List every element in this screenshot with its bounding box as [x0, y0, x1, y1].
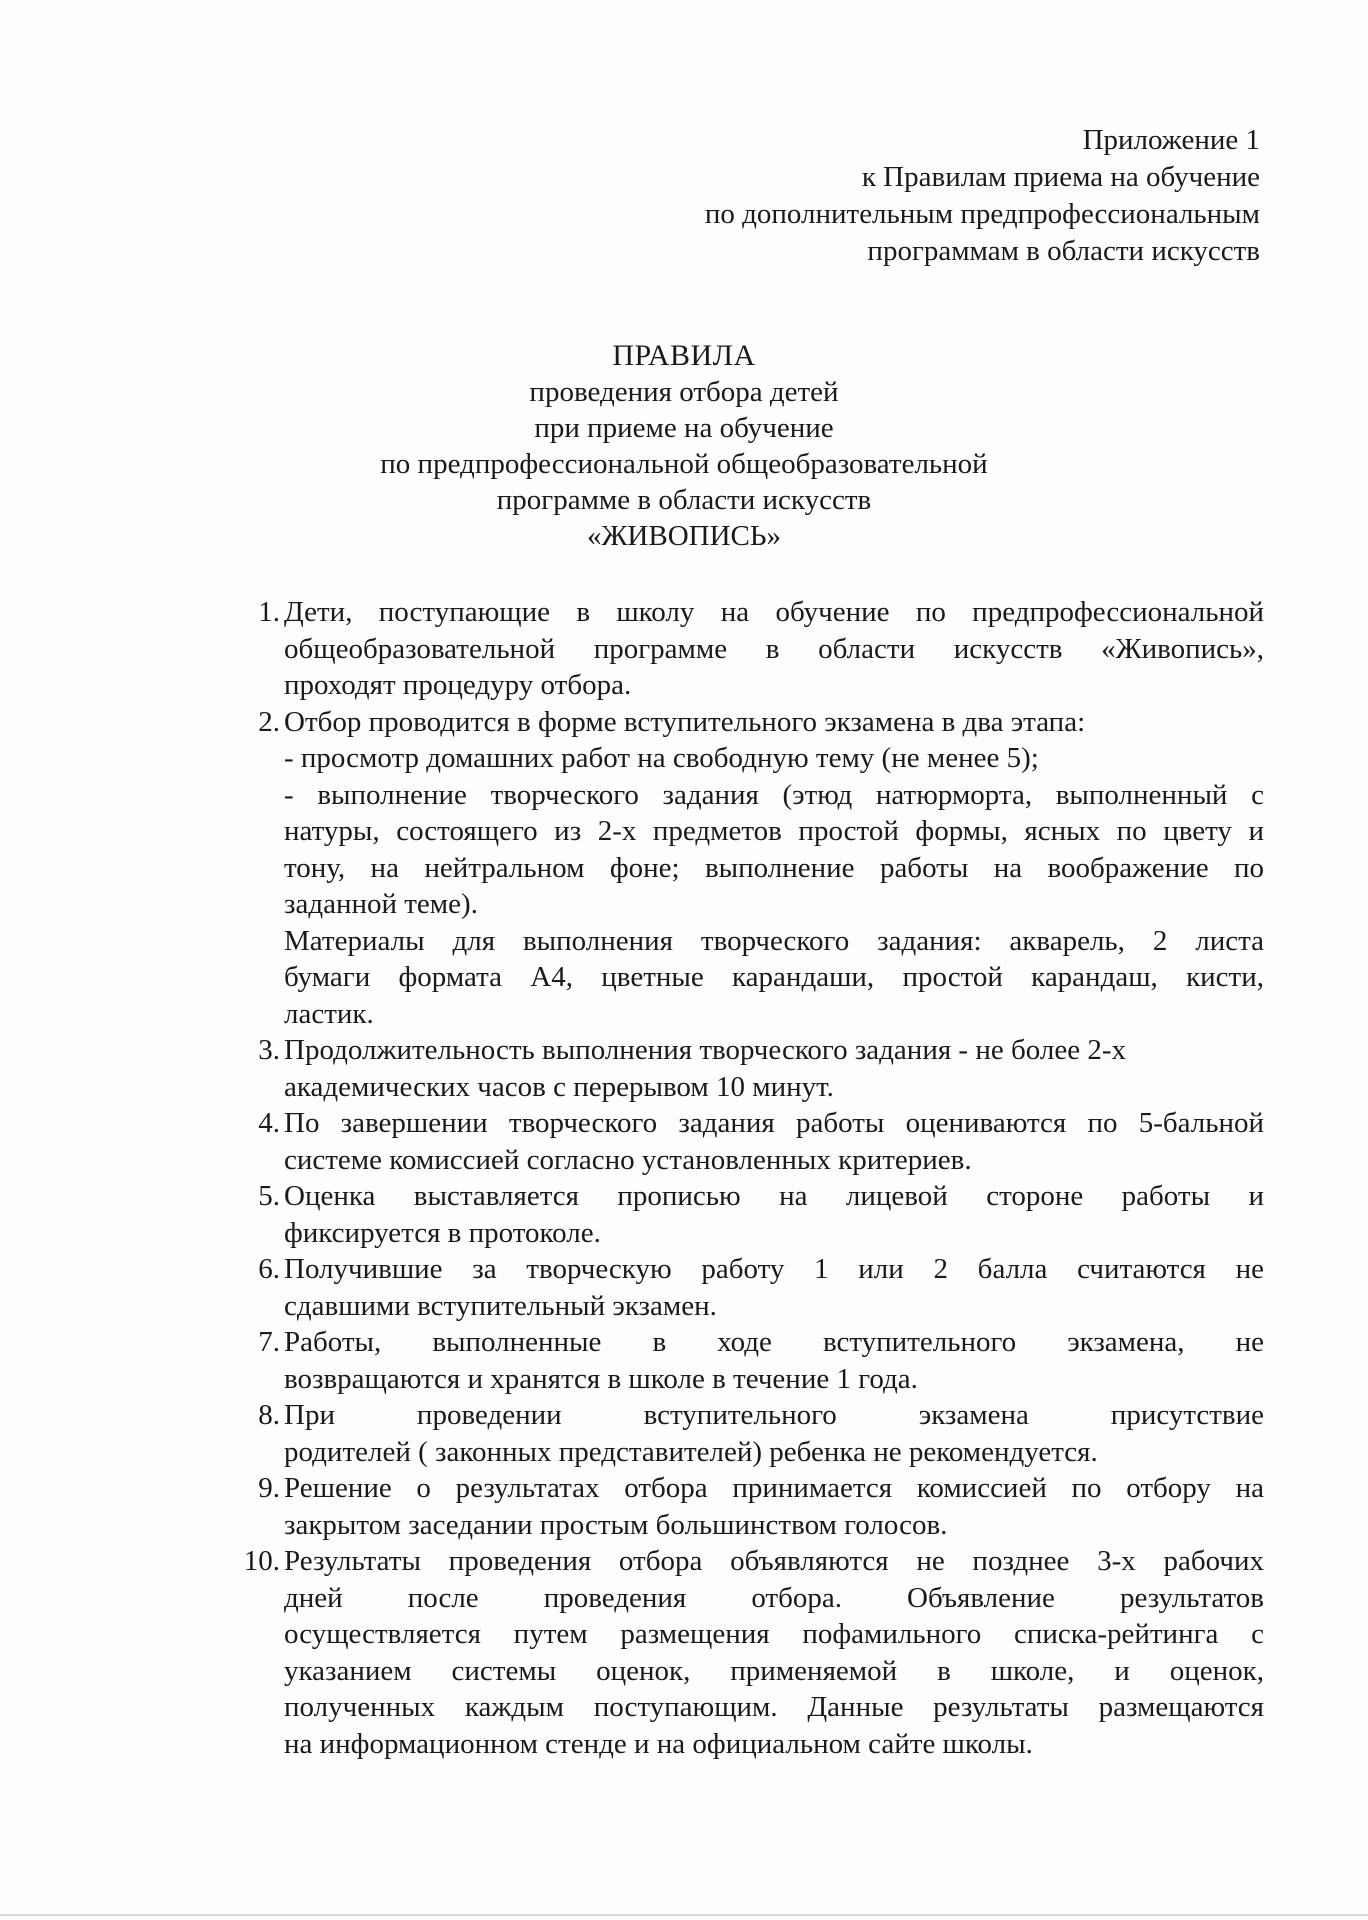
appendix-line: по дополнительным предпрофессиональным — [704, 198, 1260, 230]
rule-item — [258, 1105, 1264, 1178]
appendix-header — [705, 122, 1260, 270]
rule-text-line: родителей ( законных представителей) ребенка не рекомендуется. — [284, 1435, 1098, 1468]
rule-text-line: Продолжительность выполнения творческого задания - не более 2-х — [284, 1034, 1126, 1066]
rule-text-line: академических часов с перерывом 10 минут. — [284, 1070, 834, 1103]
title-line: программе в области искусств — [496, 484, 872, 516]
document-title — [0, 338, 1368, 554]
rule-number: 5. — [258, 1180, 280, 1212]
rule-text-line: сдавшими вступительный экзамен. — [284, 1289, 717, 1322]
rule-item — [258, 1397, 1264, 1470]
title-main: ПРАВИЛА — [612, 339, 756, 372]
rule-number: 2. — [258, 705, 280, 738]
rule-number: 6. — [258, 1253, 280, 1285]
rule-text-line: тону, на нейтральном фоне; выполнение работы на воображение по — [284, 851, 1264, 884]
rule-text-line: возвращаются и хранятся в школе в течение 1 года. — [284, 1362, 918, 1395]
rule-text-line: Решение о результатах отбора принимается комиссией по отбору на — [284, 1472, 1264, 1504]
rule-text-line: проходят процедуру отбора. — [284, 669, 632, 701]
rule-number: 4. — [258, 1107, 280, 1139]
rule-text-line: По завершении творческого задания работы оцениваются по 5-бальной — [284, 1107, 1264, 1139]
appendix-line: Приложение 1 — [1082, 124, 1260, 156]
rule-text-line: Оценка выставляется прописью на лицевой стороне работы и — [284, 1180, 1264, 1212]
rule-item — [258, 1470, 1264, 1543]
rule-text-line: дней после проведения отбора. Объявление результатов — [284, 1581, 1264, 1614]
rule-text-line: Работы, выполненные в ходе вступительного экзамена, не — [284, 1326, 1264, 1358]
rule-text-line: бумаги формата А4, цветные карандаши, простой карандаш, кисти, — [284, 961, 1264, 993]
rule-text-line: общеобразовательной программе в области искусств «Живопись», — [284, 632, 1264, 665]
rule-number: 10. — [243, 1545, 280, 1577]
rule-text-line: Материалы для выполнения творческого задания: акварель, 2 листа — [284, 924, 1264, 957]
rule-text-line: ластик. — [284, 997, 374, 1030]
rule-item — [258, 1251, 1264, 1324]
rule-text-line: натуры, состоящего из 2-х предметов простой формы, ясных по цвету и — [284, 815, 1264, 847]
appendix-line: программам в области искусств — [867, 235, 1260, 267]
rule-text-line: - просмотр домашних работ на свободную тему (не менее 5); — [284, 742, 1039, 774]
rule-text-line: на информационном стенде и на официальном сайте школы. — [284, 1727, 1033, 1760]
title-line: при приеме на обучение — [534, 412, 834, 444]
rule-item — [258, 1032, 1264, 1105]
rule-text-line: Отбор проводится в форме вступительного экзамена в два этапа: — [284, 705, 1086, 738]
rule-text-line: осуществляется путем размещения пофамильного списка-рейтинга с — [284, 1618, 1264, 1650]
rule-number: 1. — [258, 596, 280, 628]
rule-number: 7. — [258, 1326, 280, 1358]
rule-number: 3. — [258, 1034, 280, 1066]
rule-text-line: - выполнение творческого задания (этюд натюрморта, выполненный с — [284, 778, 1264, 811]
rule-item — [258, 704, 1264, 1033]
title-line: по предпрофессиональной общеобразовательной — [380, 448, 988, 480]
rule-text-line: фиксируется в протоколе. — [284, 1216, 601, 1249]
rule-text-line: полученных каждым поступающим. Данные результаты размещаются — [284, 1691, 1264, 1723]
rule-text-line: Дети, поступающие в школу на обучение по предпрофессиональной — [284, 596, 1264, 628]
rule-text-line: Получившие за творческую работу 1 или 2 балла считаются не — [284, 1253, 1264, 1285]
title-line: проведения отбора детей — [529, 376, 839, 408]
rule-number: 9. — [258, 1472, 280, 1504]
rule-text-line: При проведении вступительного экзамена присутствие — [284, 1399, 1264, 1431]
rule-text-line: Результаты проведения отбора объявляются не позднее 3-х рабочих — [284, 1545, 1264, 1577]
rule-item — [258, 594, 1264, 704]
title-line: «ЖИВОПИСЬ» — [586, 520, 782, 552]
scan-edge-divider — [0, 1914, 1368, 1916]
rules-list — [243, 594, 1264, 1762]
rule-text-line: указанием системы оценок, применяемой в школе, и оценок, — [284, 1654, 1264, 1687]
rule-item — [243, 1543, 1264, 1762]
rule-item — [258, 1324, 1264, 1397]
rule-text-line: заданной теме). — [284, 888, 478, 920]
rule-number: 8. — [258, 1399, 280, 1431]
rule-text-line: закрытом заседании простым большинством голосов. — [284, 1508, 948, 1541]
rule-text-line: системе комиссией согласно установленных критериев. — [284, 1143, 972, 1176]
appendix-line: к Правилам приема на обучение — [861, 161, 1260, 193]
rule-item — [258, 1178, 1264, 1251]
